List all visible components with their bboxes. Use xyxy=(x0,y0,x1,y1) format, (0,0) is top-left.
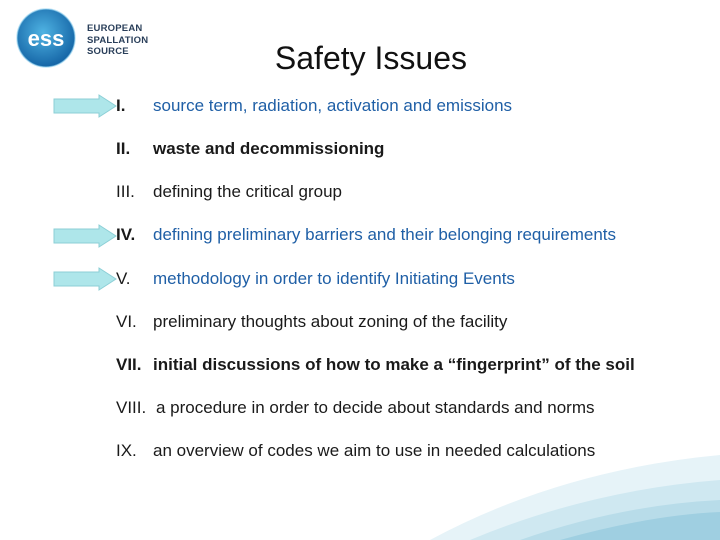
item-number: II. xyxy=(116,139,131,158)
item-text: defining the critical group xyxy=(153,182,343,201)
logo-line: SPALLATION xyxy=(87,34,149,46)
item-text: preliminary thoughts about zoning of the facility xyxy=(153,312,508,331)
item-number: I. xyxy=(116,96,126,115)
slide-title: Safety Issues xyxy=(274,40,467,76)
logo-line: SOURCE xyxy=(87,46,129,57)
item-text: waste and decommissioning xyxy=(153,139,385,158)
item-text: a procedure in order to decide about standards and norms xyxy=(156,398,595,417)
logo-line: EUROPEAN xyxy=(87,23,143,34)
item-text: an overview of codes we aim to use in needed calculations xyxy=(153,441,596,460)
item-number: VI. xyxy=(116,312,137,331)
item-number: VIII. xyxy=(116,398,147,417)
item-text: methodology in order to identify Initiating Events xyxy=(153,269,515,288)
item-text: source term, radiation, activation and emissions xyxy=(153,96,513,115)
item-text: initial discussions of how to make a “fingerprint” of the soil xyxy=(153,355,635,374)
item-number: III. xyxy=(116,182,135,201)
item-number: IV. xyxy=(116,225,136,244)
item-number: IX. xyxy=(116,441,137,460)
ess-logo-mark-text: ess xyxy=(27,26,65,51)
item-number: V. xyxy=(116,269,131,288)
item-number: VII. xyxy=(116,355,142,374)
item-text: defining preliminary barriers and their belonging requirements xyxy=(153,225,617,244)
